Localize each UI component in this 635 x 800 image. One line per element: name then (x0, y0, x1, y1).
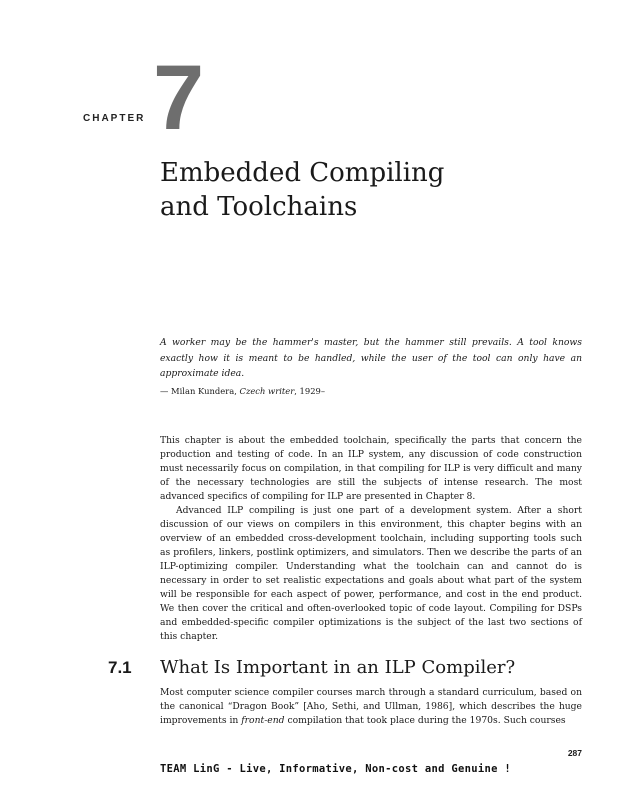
chapter-title-line-1: Embedded Compiling (160, 158, 445, 188)
section-title: What Is Important in an ILP Compiler? (160, 657, 516, 678)
chapter-number: 7 (153, 47, 202, 149)
attribution-role: Czech writer (239, 386, 295, 396)
epigraph-quote: A worker may be the hammer's master, but the hammer still prevails. A tool knows exactly how it is meant to be handled, while the user of the tool can only have an approximate idea. (160, 337, 582, 379)
section-paragraph (160, 686, 582, 728)
page-number: 287 (567, 748, 582, 758)
chapter-title-line-2: and Toolchains (160, 192, 358, 222)
section-text-after: compilation that took place during the 1970s. Such courses (284, 715, 566, 726)
section-text-before: Most computer science compiler courses march through a standard curriculum, based on the canonical “Dragon Book” [Aho, Sethi, and Ullman, 1986], which describes the huge improvements in (160, 687, 582, 726)
intro-paragraph-2: Advanced ILP compiling is just one part of a development system. After a short discussion of our views on compilers in this environment, this chapter begins with an overview of an embedded cross-development toolchain, including supporting tools such as profilers, linkers, postlink optimizers, and simulators. Then we describe the parts of an ILP-optimizing compiler. Understanding what the toolchain can and cannot do is necessary in order to set realistic expectations and goals about what part of the system will be responsible for each aspect of power, performance, and cost in the end product. We then cover the critical and often-overlooked topic of code layout. Compiling for DSPs and embedded-specific compiler optimizations is the subject of the last two sections of this chapter. (160, 505, 582, 642)
attribution-years: , 1929– (294, 386, 326, 396)
epigraph-attribution (160, 386, 582, 396)
footer-watermark: TEAM LinG - Live, Informative, Non-cost and Genuine ! (160, 763, 511, 775)
chapter-label: CHAPTER (83, 113, 146, 124)
section-number: 7.1 (108, 658, 132, 677)
intro-text (160, 434, 582, 644)
intro-paragraph-1: This chapter is about the embedded toolchain, specifically the parts that concern the production and testing of code. In an ILP system, any discussion of code construction must necessarily focus on compilation, in that compiling for ILP is very difficult and many of the necessary technologies are still the subjects of intense research. The most advanced specifics of compiling for ILP are presented in Chapter 8. (160, 435, 582, 502)
chapter-title (160, 156, 580, 224)
attribution-prefix: — Milan Kundera, (160, 386, 240, 396)
section-text-emphasis: front-end (241, 715, 285, 726)
